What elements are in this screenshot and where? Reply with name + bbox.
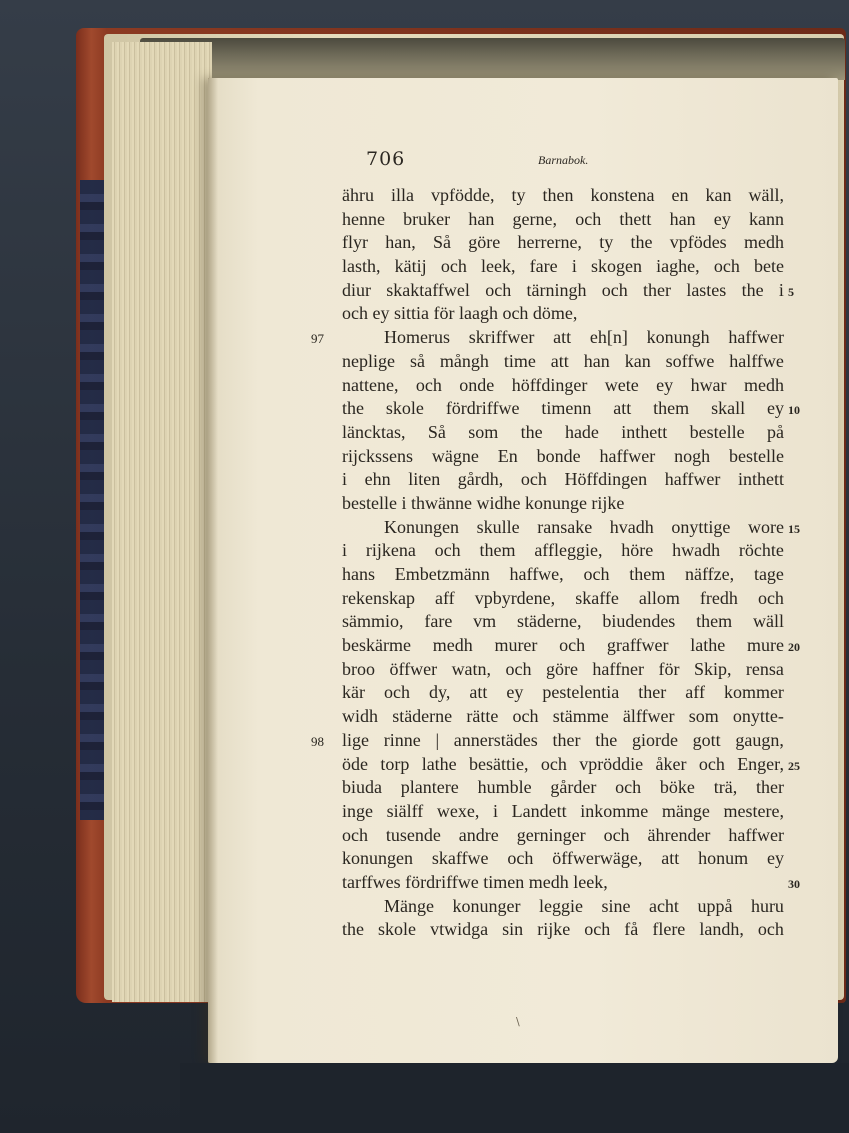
line-number: 5 xyxy=(788,284,794,299)
text-line: nattene, och onde höffdinger wete ey hwar medh xyxy=(342,374,784,395)
line-number: 15 xyxy=(788,521,800,536)
text-line: bestelle i thwänne widhe konunge rijke xyxy=(342,492,625,513)
text-line: kär och dy, att ey pestelentia ther aff kommer xyxy=(342,682,784,703)
text-line: sämmio, fare vm städerne, biudendes them wäll xyxy=(342,611,784,632)
text-line: beskärme medh murer och graffwer lathe mure xyxy=(342,635,784,656)
text-line: neplige så mångh time att han kan soffwe halffwe xyxy=(342,350,784,371)
line-number: 25 xyxy=(788,758,800,773)
running-title: Barnabok. xyxy=(538,153,589,167)
folio-marker: 97 xyxy=(311,331,324,347)
line-number: 20 xyxy=(788,640,800,655)
text-line: diur skaktaffwel och tärningh och ther lastes the i xyxy=(342,279,784,300)
text-line: Homerus skriffwer att eh[n] konungh haffwer xyxy=(384,327,784,348)
text-line: widh städerne rätte och stämme älffwer som onytte- xyxy=(342,706,784,727)
text-line: tarffwes fördriffwe timen medh leek, xyxy=(342,871,608,892)
folio-marker: 98 xyxy=(311,734,324,750)
text-line: öde torp lathe besättie, och vpröddie åker och Enger, xyxy=(342,753,784,774)
text-line: broo öffwer watn, och göre haffner för Skip, rensa xyxy=(342,658,784,679)
book-top-edge xyxy=(140,38,845,80)
text-line: i ehn liten gårdh, och Höffdingen haffwer inthett xyxy=(342,469,784,490)
page-edges xyxy=(112,42,212,1002)
body-text xyxy=(342,184,784,942)
text-line: biuda plantere humble gårder och böke trä, ther xyxy=(342,777,784,798)
text-line: lasth, kätij och leek, fare i skogen iaghe, och bete xyxy=(342,256,784,277)
text-line: flyr han, Så göre herrerne, ty the vpfödes medh xyxy=(342,232,784,253)
text-line: läncktas, Så som the hade inthett bestelle på xyxy=(342,421,784,442)
text-line: lige rinne | annerstädes ther the giorde gott gaugn, xyxy=(342,729,784,750)
shadow-area xyxy=(180,1063,849,1133)
text-line: the skole vtwidga sin rijke och få flere landh, och xyxy=(342,919,784,940)
text-line: rijckssens wägne En bonde haffwer nogh bestelle xyxy=(342,445,784,466)
page-number: 706 xyxy=(366,148,406,170)
text-line: Konungen skulle ransake hvadh onyttige wore xyxy=(384,516,784,537)
text-line: hans Embetzmänn haffwe, och them näffze, tage xyxy=(342,564,784,584)
text-line: ähru illa vpfödde, ty then konstena en kan wäll, xyxy=(342,185,784,205)
text-line: i rijkena och them affleggie, höre hwadh röchte xyxy=(342,540,784,561)
text-line: the skole fördriffwe timenn att them skall ey xyxy=(342,398,784,419)
text-line: henne bruker han gerne, och thett han ey kann xyxy=(342,208,784,229)
text-line: konungen skaffwe och öffwerwäge, att honum ey xyxy=(342,848,784,869)
text-line: rekenskap aff vpbyrdene, skaffe allom fredh och xyxy=(342,587,784,608)
line-number: 10 xyxy=(788,403,800,418)
text-line: Mänge konunger leggie sine acht uppå huru xyxy=(384,895,784,916)
footer-mark: \ xyxy=(516,1015,520,1028)
line-number: 30 xyxy=(788,877,800,892)
text-line: inge siälff wexe, i Landett inkomme mänge mestere, xyxy=(342,800,784,821)
page-gutter xyxy=(208,78,218,1063)
text-line: och ey sittia för laagh och döme, xyxy=(342,303,578,324)
text-line: och tusende andre gerninger och ährender haffwer xyxy=(342,824,784,845)
